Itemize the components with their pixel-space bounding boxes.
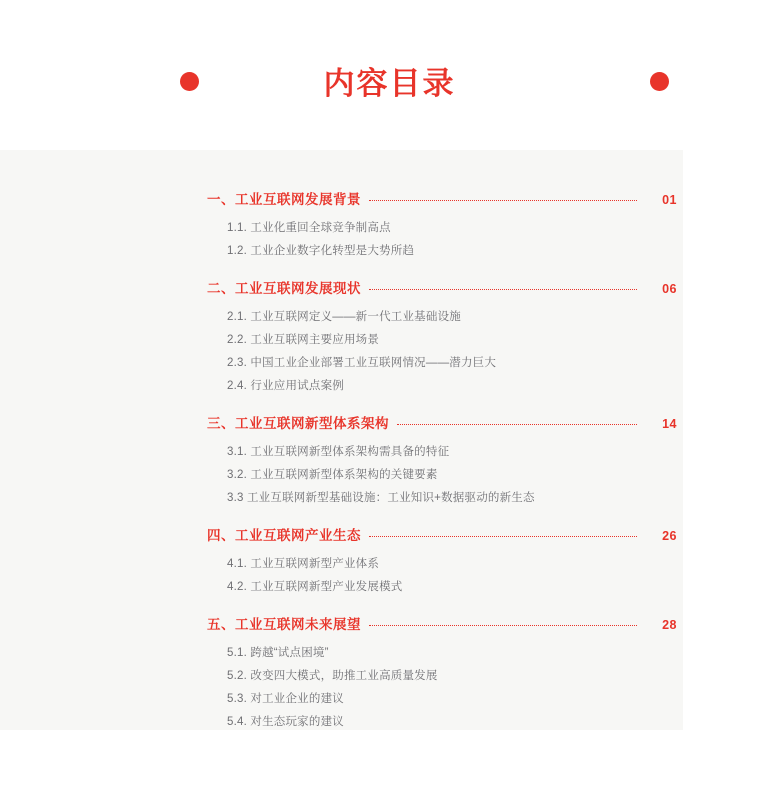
- toc-chapter-page: 26: [662, 529, 677, 543]
- toc-group: [207, 277, 677, 398]
- slide-header: [0, 0, 779, 150]
- toc-chapter-title: 一、工业互联网发展背景: [207, 192, 361, 207]
- toc-subitem[interactable]: 2.4. 行业应用试点案例: [227, 380, 344, 392]
- decorative-dot-right-icon: [650, 72, 669, 91]
- toc-subitem[interactable]: 1.2. 工业企业数字化转型是大势所趋: [227, 245, 415, 257]
- toc-group: [207, 412, 677, 510]
- spacer: [207, 603, 677, 613]
- toc-subitem[interactable]: 2.1. 工业互联网定义——新一代工业基础设施: [227, 311, 461, 323]
- toc-subitem[interactable]: 4.2. 工业互联网新型产业发展模式: [227, 581, 403, 593]
- toc-subitem[interactable]: 2.2. 工业互联网主要应用场景: [227, 334, 380, 346]
- toc-subitem[interactable]: 5.2. 改变四大模式，助推工业高质量发展: [227, 670, 438, 682]
- toc-chapter-title: 五、工业互联网未来展望: [207, 617, 361, 632]
- dot-leader: [369, 624, 637, 626]
- toc-chapter-row[interactable]: [207, 188, 677, 214]
- toc-subitem[interactable]: 5.1. 跨越“试点困境”: [227, 647, 329, 659]
- dot-leader: [369, 199, 637, 201]
- toc-subitem[interactable]: 3.3 工业互联网新型基础设施：工业知识+数据驱动的新生态: [227, 492, 535, 504]
- page-title: 内容目录: [323, 66, 456, 101]
- spacer: [207, 402, 677, 412]
- toc-chapter-title: 四、工业互联网产业生态: [207, 528, 361, 543]
- spacer: [207, 267, 677, 277]
- toc-subitem[interactable]: 5.3. 对工业企业的建议: [227, 693, 344, 705]
- toc-subitem[interactable]: 1.1. 工业化重回全球竞争制高点: [227, 222, 391, 234]
- toc-group: [207, 188, 677, 263]
- toc-subitem[interactable]: 2.3. 中国工业企业部署工业互联网情况——潜力巨大: [227, 357, 497, 369]
- toc-group: [207, 613, 677, 734]
- toc-chapter-row[interactable]: [207, 277, 677, 303]
- spacer: [207, 514, 677, 524]
- toc-subitem[interactable]: 3.2. 工业互联网新型体系架构的关键要素: [227, 469, 438, 481]
- toc-chapter-title: 二、工业互联网发展现状: [207, 281, 361, 296]
- toc-chapter-page: 01: [662, 193, 677, 207]
- toc-group: [207, 524, 677, 599]
- toc-chapter-page: 14: [662, 417, 677, 431]
- table-of-contents: [207, 188, 677, 738]
- dot-leader: [369, 288, 637, 290]
- toc-chapter-page: 06: [662, 282, 677, 296]
- toc-chapter-row[interactable]: [207, 412, 677, 438]
- dot-leader: [397, 423, 637, 425]
- toc-chapter-title: 三、工业互联网新型体系架构: [207, 416, 389, 431]
- toc-chapter-row[interactable]: [207, 613, 677, 639]
- toc-panel: [0, 150, 683, 730]
- toc-subitem[interactable]: 3.1. 工业互联网新型体系架构需具备的特征: [227, 446, 450, 458]
- dot-leader: [369, 535, 637, 537]
- toc-subitem[interactable]: 4.1. 工业互联网新型产业体系: [227, 558, 380, 570]
- toc-chapter-row[interactable]: [207, 524, 677, 550]
- toc-chapter-page: 28: [662, 618, 677, 632]
- toc-subitem[interactable]: 5.4. 对生态玩家的建议: [227, 716, 344, 728]
